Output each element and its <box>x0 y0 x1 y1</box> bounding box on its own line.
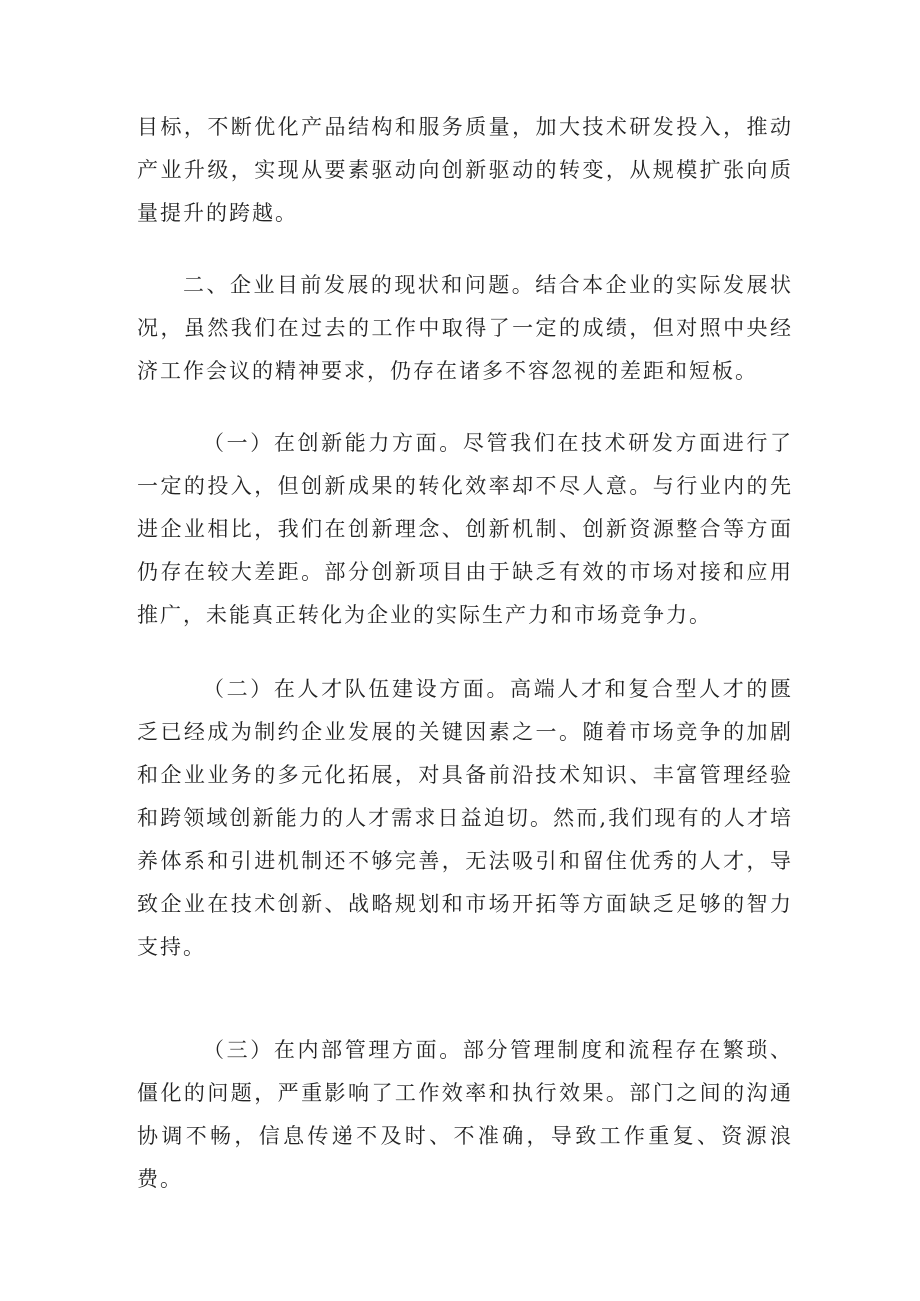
paragraph-talent-team: （二）在人才队伍建设方面。高端人才和复合型人才的匮乏已经成为制约企业发展的关键因素之一。随着市场竞争的加剧和企业业务的多元化拓展，对具备前沿技术知识、丰富管理经验和跨领域创新能力的人才需求日益迫切。然而,我们现有的人才培养体系和引进机制还不够完善，无法吸引和留住优秀的人才，导致企业在技术创新、战略规划和市场开拓等方面缺乏足够的智力支持。 <box>137 677 793 959</box>
paragraph-internal-management: （三）在内部管理方面。部分管理制度和流程存在繁琐、僵化的问题，严重影响了工作效率和执行效果。部门之间的沟通协调不畅，信息传递不及时、不准确，导致工作重复、资源浪费。 <box>137 1038 793 1191</box>
paragraph-goal-continuation: 目标，不断优化产品结构和服务质量，加大技术研发投入，推动产业升级，实现从要素驱动向创新驱动的转变，从规模扩张向质量提升的跨越。 <box>137 115 793 225</box>
paragraph-innovation-capability: （一）在创新能力方面。尽管我们在技术研发方面进行了一定的投入，但创新成果的转化效率却不尽人意。与行业内的先进企业相比，我们在创新理念、创新机制、创新资源整合等方面仍存在较大差距。部分创新项目由于缺乏有效的市场对接和应用推广，未能真正转化为企业的实际生产力和市场竞争力。 <box>137 431 793 627</box>
paragraph-section-two-heading: 二、企业目前发展的现状和问题。结合本企业的实际发展状况，虽然我们在过去的工作中取得了一定的成绩，但对照中央经济工作会议的精神要求，仍存在诸多不容忽视的差距和短板。 <box>137 273 793 383</box>
